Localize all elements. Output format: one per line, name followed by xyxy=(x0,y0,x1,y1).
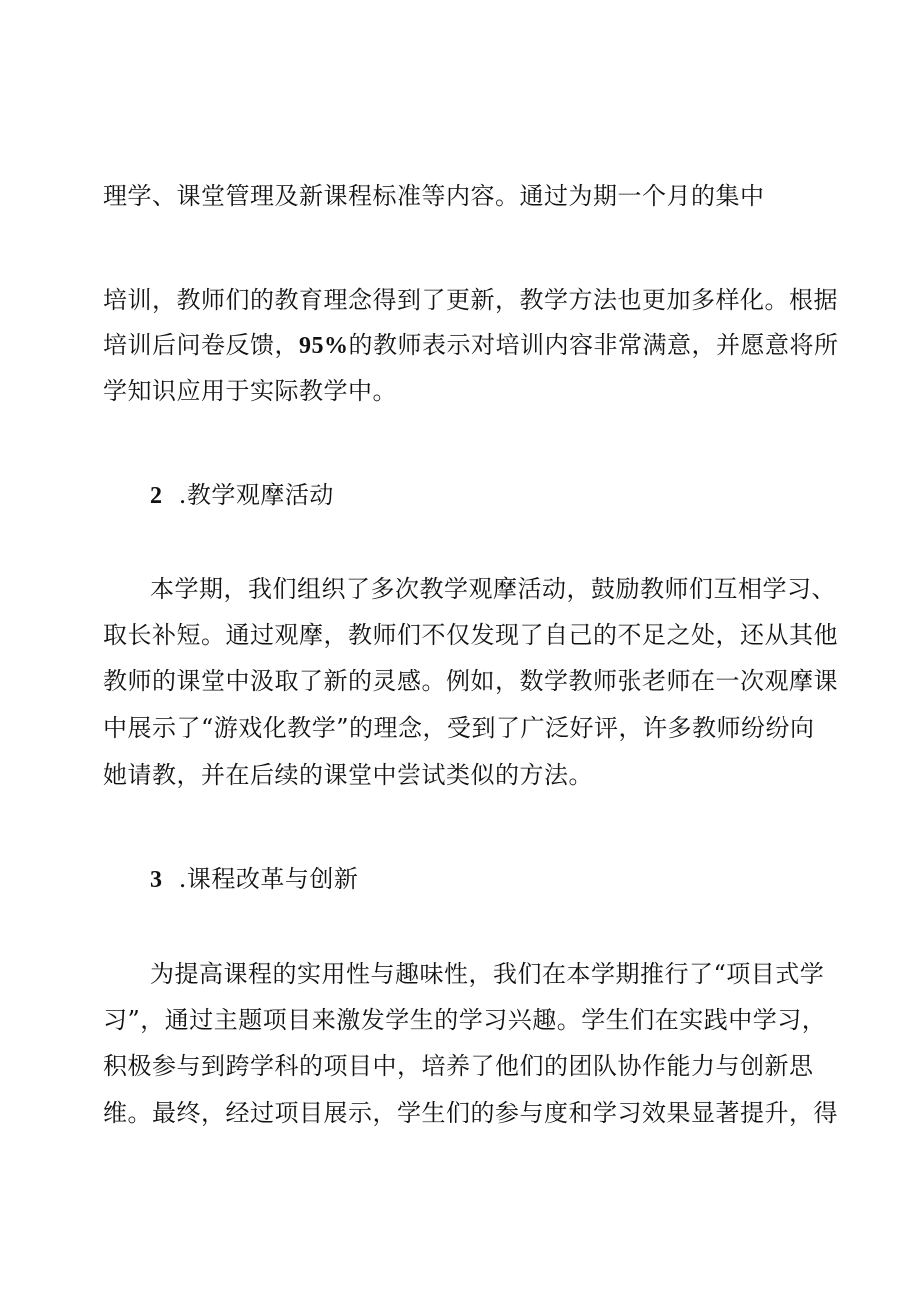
paragraph-4-line-4: 维。最终，经过项目展示，学生们的参与度和学习效果显著提升，得 xyxy=(103,1099,838,1127)
paragraph-2-line-2-pre: 培训后问卷反馈， xyxy=(103,331,299,359)
section-heading-2 xyxy=(150,480,334,511)
paragraph-2-line-1: 培训，教师们的教育理念得到了更新，教学方法也更加多样化。根据 xyxy=(103,286,838,314)
paragraph-3-line-4: 中展示了“游戏化教学”的理念，受到了广泛好评，许多教师纷纷向 xyxy=(103,714,815,742)
section-heading-3-number: 3 xyxy=(150,867,163,893)
section-heading-2-title: .教学观摩活动 xyxy=(178,481,334,509)
paragraph-1-line-1: 理学、课堂管理及新课程标准等内容。通过为期一个月的集中 xyxy=(103,182,765,210)
paragraph-2-line-2 xyxy=(103,330,839,361)
satisfaction-percent: 95% xyxy=(299,333,349,359)
paragraph-4-line-2: 习”，通过主题项目来激发学生的学习兴趣。学生们在实践中学习， xyxy=(103,1006,827,1034)
paragraph-4-line-1: 为提高课程的实用性与趣味性，我们在本学期推行了“项目式学 xyxy=(150,960,825,988)
paragraph-3-line-3: 教师的课堂中汲取了新的灵感。例如，数学教师张老师在一次观摩课 xyxy=(103,667,838,695)
paragraph-2-line-2-post: 的教师表示对培训内容非常满意，并愿意将所 xyxy=(348,331,839,359)
paragraph-3-line-2: 取长补短。通过观摩，教师们不仅发现了自己的不足之处，还从其他 xyxy=(103,621,838,649)
paragraph-3-line-5: 她请教，并在后续的课堂中尝试类似的方法。 xyxy=(103,761,593,789)
section-heading-2-number: 2 xyxy=(150,483,163,509)
paragraph-4-line-3: 积极参与到跨学科的项目中，培养了他们的团队协作能力与创新思 xyxy=(103,1052,814,1080)
section-heading-3 xyxy=(150,864,358,895)
section-heading-3-title: .课程改革与创新 xyxy=(178,865,359,893)
paragraph-2-line-3: 学知识应用于实际教学中。 xyxy=(103,377,397,405)
paragraph-3-line-1: 本学期，我们组织了多次教学观摩活动，鼓励教师们互相学习、 xyxy=(150,575,836,603)
